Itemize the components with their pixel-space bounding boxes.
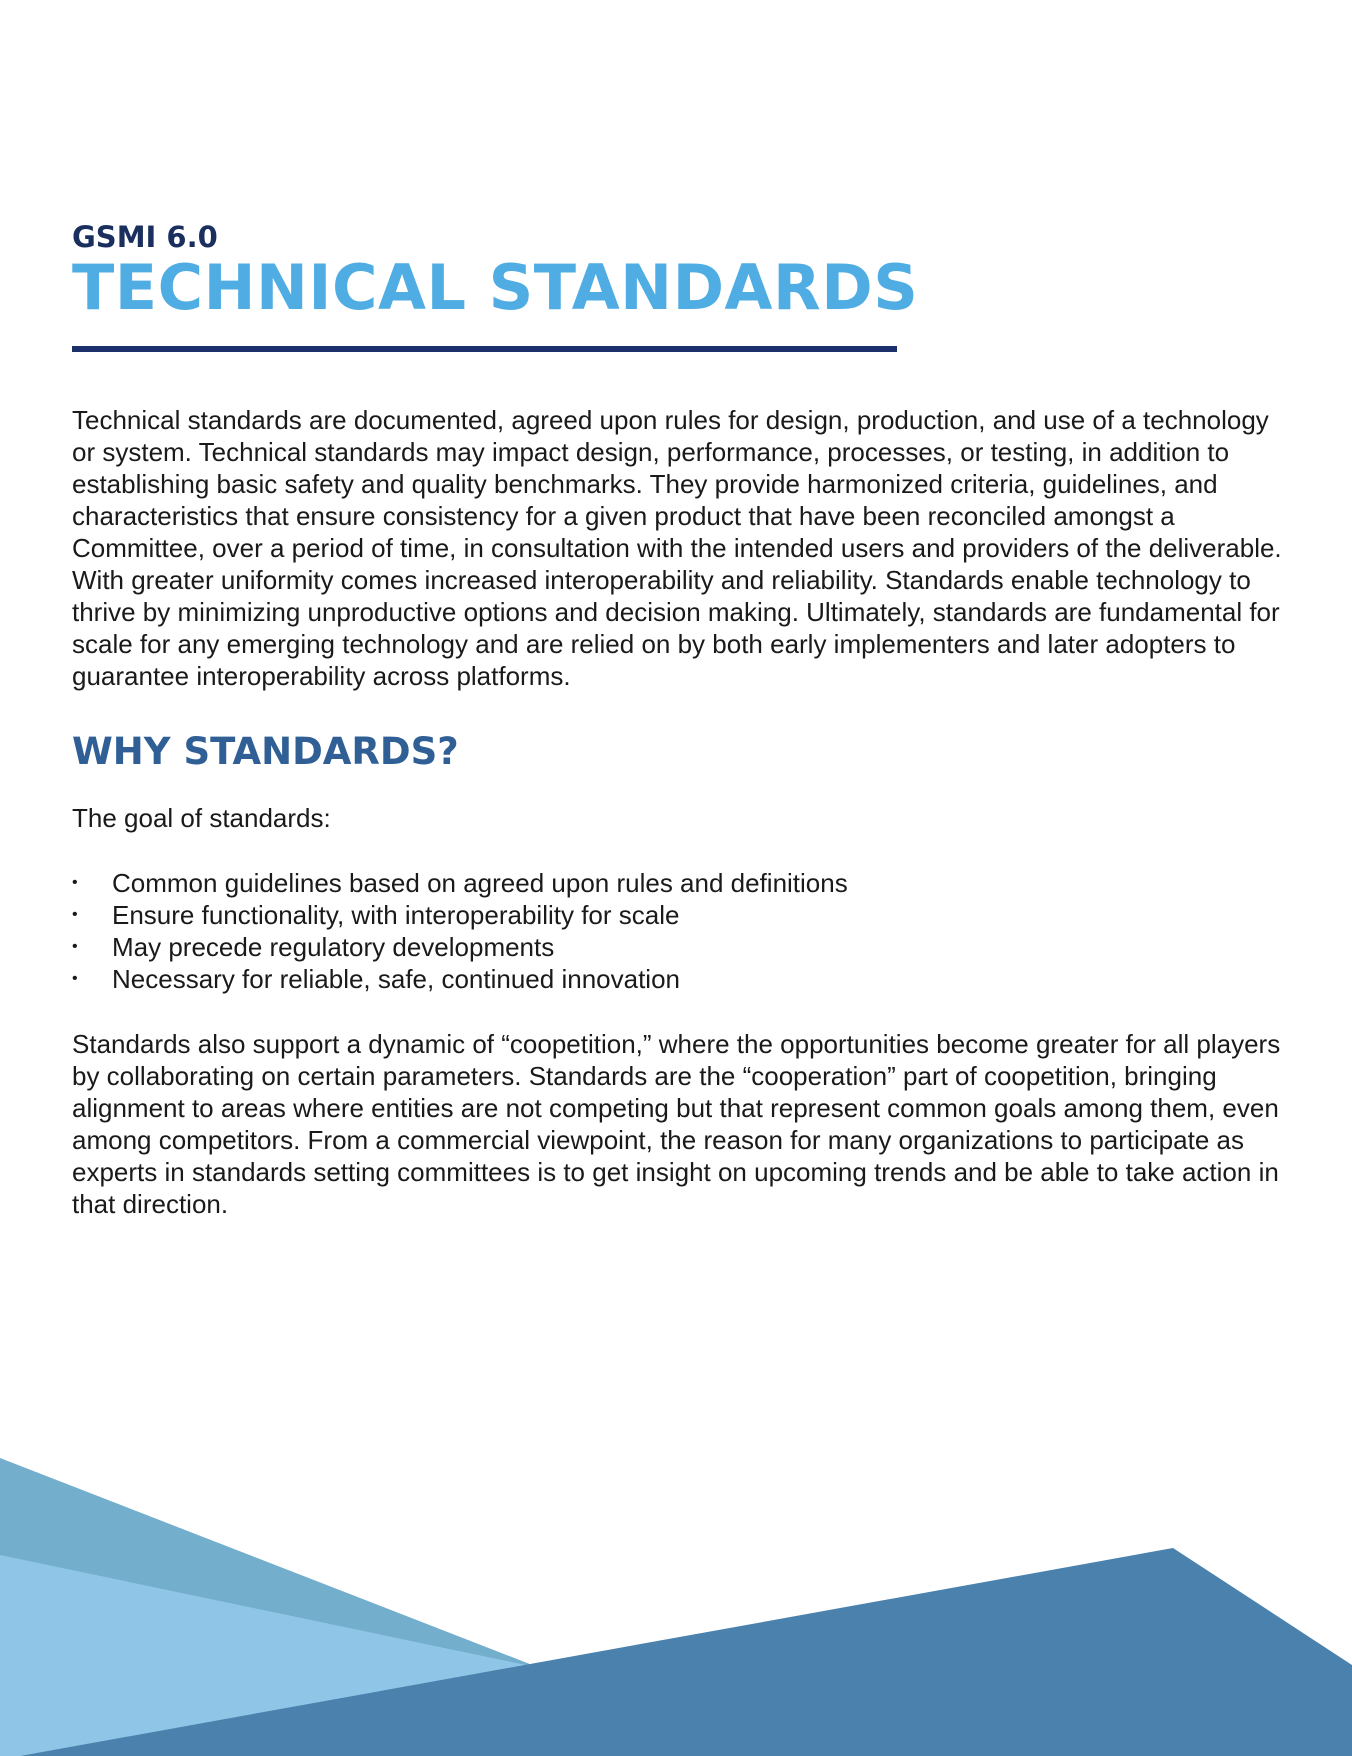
why-standards-heading: WHY STANDARDS? <box>72 730 459 773</box>
page-title: TECHNICAL STANDARDS <box>72 251 919 324</box>
bullet-text: Common guidelines based on agreed upon rules and definitions <box>112 868 848 898</box>
bullet-icon: • <box>72 970 78 987</box>
coopetition-paragraph: Standards also support a dynamic of “coopetition,” where the opportunities become greater for all players by collaborating on certain parameters. Standards are the “cooperation” part of coopetition, bringing alignment to areas where entities are not competing but that represent common goals among them, even among competitors. From a commercial viewpoint, the reason for many organizations to participate as experts in standards setting committees is to get insight on upcoming trends and be able to take action in that direction. <box>72 1029 1281 1219</box>
goal-bullet-list <box>72 867 1287 995</box>
goal-lead-text: The goal of standards: <box>72 803 331 833</box>
bullet-text: May precede regulatory developments <box>112 932 555 962</box>
bullet-text: Necessary for reliable, safe, continued innovation <box>112 964 680 994</box>
list-item <box>72 963 1287 995</box>
decor-light-shape <box>0 1555 540 1756</box>
list-item <box>72 899 1287 931</box>
bullet-icon: • <box>72 906 78 923</box>
title-divider <box>72 346 897 352</box>
bullet-icon: • <box>72 938 78 955</box>
decor-mid-triangle <box>0 1458 540 1756</box>
list-item <box>72 931 1287 963</box>
intro-paragraph: Technical standards are documented, agreed upon rules for design, production, and use of a technology or system. Technical standards may impact design, performance, processes, or testing, in addition to establishing basic safety and quality benchmarks. They provide harmonized criteria, guidelines, and characteristics that ensure consistency for a given product that have been reconciled amongst a Committee, over a period of time, in consultation with the intended users and providers of the deliverable. With greater uniformity comes increased interoperability and reliability. Standards enable technology to thrive by minimizing unproductive options and decision making. Ultimately, standards are fundamental for scale for any emerging technology and are relied on by both early implementers and later adopters to guarantee interoperability across platforms. <box>72 405 1282 691</box>
bullet-text: Ensure functionality, with interoperability for scale <box>112 900 680 930</box>
document-kicker: GSMI 6.0 <box>72 220 218 254</box>
decor-dark-shape <box>20 1548 1352 1756</box>
bullet-icon: • <box>72 874 78 891</box>
list-item <box>72 867 1287 899</box>
page-content <box>72 220 1287 1220</box>
